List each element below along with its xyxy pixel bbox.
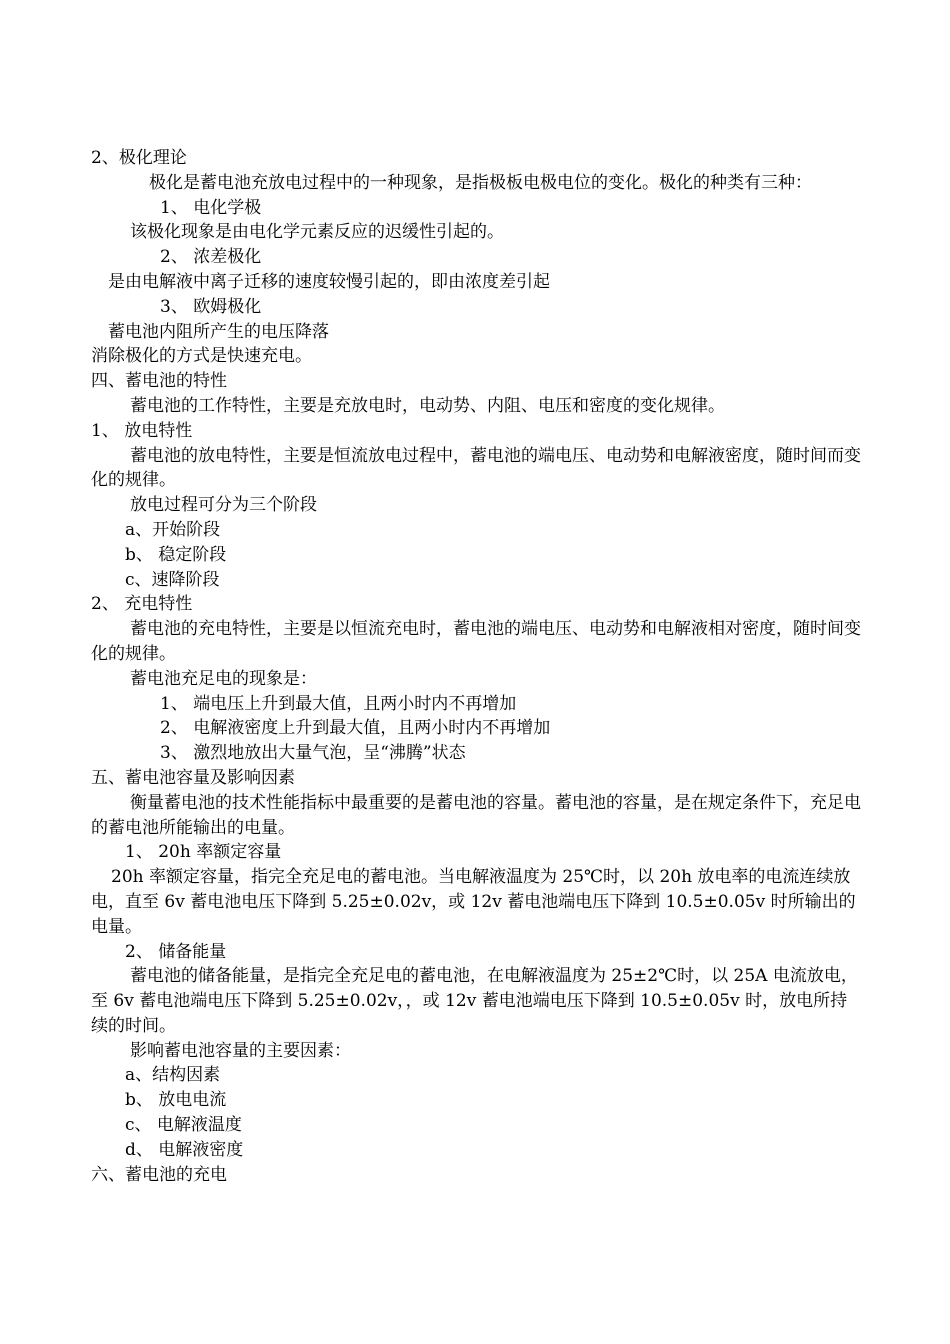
paragraph: 蓄电池的放电特性，主要是恒流放电过程中，蓄电池的端电压、电动势和电解液密度，随时间而变化的规律。 <box>91 445 861 491</box>
subsection-heading: 1、 放电特性 <box>91 420 193 441</box>
list-item: 3、 欧姆极化 <box>160 296 262 317</box>
paragraph: 20h 率额定容量，指完全充足电的蓄电池。当电解液温度为 25℃时，以 20h 放电率的电流连续放电，直至 6v 蓄电池电压下降到 5.25±0.02v，或 12v 蓄电池端电压下降到 10.5±0.05v 时所输出的电量。 <box>91 867 856 937</box>
list-item: d、 电解液密度 <box>125 1139 244 1160</box>
list-item: c、速降阶段 <box>125 569 220 590</box>
document-body <box>0 146 950 1187</box>
section-heading: 2、极化理论 <box>91 148 187 168</box>
list-item: 2、 储备能量 <box>125 941 227 962</box>
list-item: 1、 20h 率额定容量 <box>125 842 282 863</box>
subsection-heading: 2、 充电特性 <box>91 594 193 615</box>
paragraph: 影响蓄电池容量的主要因素： <box>130 1040 351 1061</box>
list-item: a、开始阶段 <box>125 519 221 540</box>
paragraph: 该极化现象是由电化学元素反应的迟缓性引起的。 <box>130 222 504 243</box>
list-item: b、 稳定阶段 <box>125 544 227 565</box>
paragraph: 蓄电池的充电特性，主要是以恒流充电时，蓄电池的端电压、电动势和电解液相对密度，随时间变化的规律。 <box>91 619 861 664</box>
paragraph: 蓄电池的储备能量，是指完全充足电的蓄电池，在电解液温度为 25±2℃时，以 25A 电流放电，至 6v 蓄电池端电压下降到 5.25±0.02v，，或 12v 蓄电池端电压下降到 10.5±0.05v 时，放电所持续的时间。 <box>91 966 858 1036</box>
list-item: 3、 激烈地放出大量气泡，呈“沸腾”状态 <box>160 743 466 764</box>
list-item: b、 放电电流 <box>125 1090 227 1111</box>
paragraph: 放电过程可分为三个阶段 <box>130 495 317 516</box>
list-item: a、结构因素 <box>125 1065 221 1086</box>
paragraph: 极化是蓄电池充放电过程中的一种现象，是指极板电极电位的变化。极化的种类有三种： <box>149 172 812 193</box>
list-item: 2、 浓差极化 <box>160 247 262 268</box>
section-heading: 五、蓄电池容量及影响因素 <box>91 767 295 788</box>
list-item: c、 电解液温度 <box>125 1115 242 1136</box>
paragraph: 消除极化的方式是快速充电。 <box>91 346 312 367</box>
section-heading: 四、蓄电池的特性 <box>91 371 227 392</box>
list-item: 1、 电化学极 <box>160 197 262 218</box>
list-item: 1、 端电压上升到最大值，且两小时内不再增加 <box>160 693 517 714</box>
paragraph: 是由电解液中离子迁移的速度较慢引起的，即由浓度差引起 <box>108 271 550 292</box>
paragraph: 蓄电池的工作特性，主要是充放电时，电动势、内阻、电压和密度的变化规律。 <box>130 395 725 416</box>
section-heading: 六、蓄电池的充电 <box>91 1164 227 1185</box>
paragraph: 蓄电池内阻所产生的电压降落 <box>108 321 329 342</box>
paragraph: 衡量蓄电池的技术性能指标中最重要的是蓄电池的容量。蓄电池的容量，是在规定条件下，充足电的蓄电池所能输出的电量。 <box>91 792 861 838</box>
list-item: 2、 电解液密度上升到最大值，且两小时内不再增加 <box>160 718 551 739</box>
paragraph: 蓄电池充足电的现象是： <box>130 668 317 689</box>
